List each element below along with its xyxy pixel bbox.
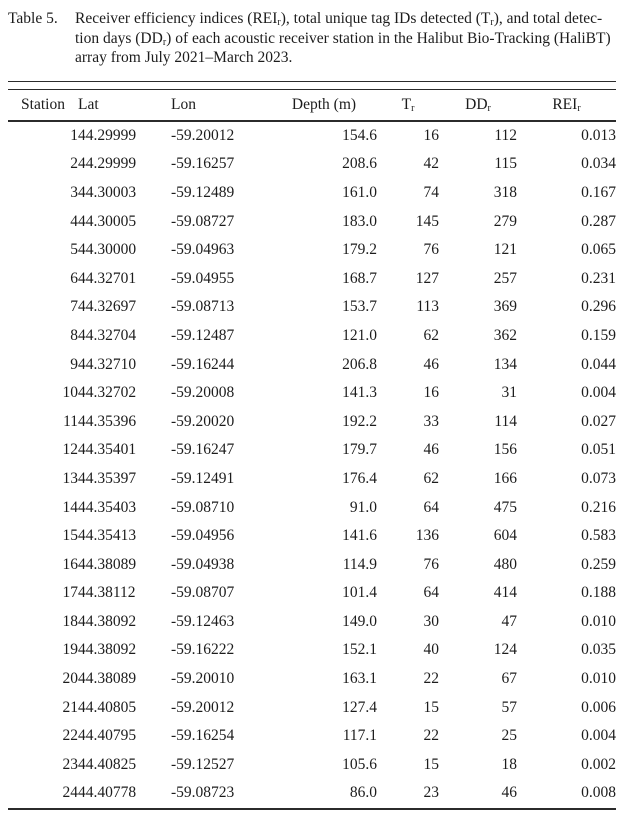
cell-tr: 145: [415, 212, 439, 230]
cell-lat: 44.35413: [78, 527, 137, 545]
cell-ddr: 475: [493, 498, 517, 516]
cell-lat: 44.38092: [78, 612, 137, 630]
cell-lon: -59.12487: [171, 326, 235, 344]
caption-line-3: array from July 2021–March 2023.: [75, 49, 293, 66]
cell-depth: 127.4: [342, 698, 377, 716]
cell-tr: 23: [377, 779, 439, 809]
cell-depth: 163.1: [342, 670, 377, 688]
cell-lon: -59.12491: [171, 469, 235, 487]
cell-lon: -59.04963: [171, 241, 235, 259]
cell-tr: 64: [423, 584, 439, 602]
cell-ddr: 25: [501, 727, 517, 745]
cell-station: 14: [62, 498, 78, 516]
cell-lat: 44.30005: [78, 212, 137, 230]
cell-reir: 0.073: [581, 469, 616, 487]
cell-depth: 176.4: [342, 469, 377, 487]
cell-depth: 192.2: [342, 412, 377, 430]
receiver-station-table: [8, 90, 616, 810]
cell-depth: 179.2: [342, 241, 377, 259]
column-header-reir: $REI_r$: [517, 90, 616, 121]
cell-lon: -59.16247: [171, 441, 235, 459]
cell-reir: 0.010: [581, 670, 616, 688]
cell-station: 24: [8, 779, 78, 809]
cell-lat: 44.32697: [78, 298, 137, 316]
cell-lat: 44.40825: [78, 755, 137, 773]
table-top-double-rule: [8, 81, 616, 90]
column-header-lat: Lat: [78, 90, 171, 121]
table-row: [8, 121, 616, 151]
cell-lon: -59.04955: [171, 269, 235, 287]
cell-lon: -59.04956: [171, 527, 235, 545]
table-caption-text: [75, 9, 616, 68]
cell-depth: 105.6: [342, 755, 377, 773]
cell-lat: 44.29999: [78, 126, 137, 144]
cell-tr: 62: [423, 326, 439, 344]
cell-ddr: 57: [501, 698, 517, 716]
cell-ddr: 124: [493, 641, 517, 659]
cell-lat: 44.35397: [78, 469, 137, 487]
cell-ddr: 121: [493, 241, 517, 259]
table-row: [8, 350, 616, 379]
table-row: [8, 693, 616, 722]
table-row: [8, 779, 616, 809]
cell-reir: 0.065: [581, 241, 616, 259]
cell-depth: 152.1: [342, 641, 377, 659]
cell-reir: 0.231: [581, 269, 616, 287]
table-row: [8, 493, 616, 522]
table-row: [8, 665, 616, 694]
cell-depth: 149.0: [342, 612, 377, 630]
cell-lon: -59.16254: [171, 727, 235, 745]
cell-lon: -59.08727: [171, 212, 235, 230]
cell-station: 18: [62, 612, 78, 630]
cell-lat: 44.38089: [78, 555, 137, 573]
cell-depth: 91.0: [349, 498, 377, 516]
cell-tr: 16: [423, 126, 439, 144]
caption-line-1: Receiver efficiency indices $(REI_r)$, total unique tag IDs detected $(T_r)$, and total detec-: [75, 10, 603, 28]
cell-reir: 0.259: [581, 555, 616, 573]
cell-lon: -59.12463: [171, 612, 235, 630]
cell-tr: 33: [423, 412, 439, 430]
table-row: [8, 407, 616, 436]
column-header-ddr: $DD_r$: [439, 90, 517, 121]
cell-ddr: 112: [494, 126, 517, 144]
cell-ddr: 115: [494, 155, 517, 173]
cell-lon: -59.16244: [171, 355, 235, 373]
cell-lon: -59.20012: [171, 698, 235, 716]
cell-station: 5: [70, 241, 78, 259]
table-row: [8, 436, 616, 465]
cell-lat: 44.38112: [78, 584, 136, 602]
cell-reir: 0.035: [581, 641, 616, 659]
table-row: [8, 550, 616, 579]
cell-depth: 154.6: [342, 126, 377, 144]
cell-lat: 44.40795: [78, 727, 137, 745]
cell-ddr: 279: [493, 212, 517, 230]
cell-tr: 22: [423, 670, 439, 688]
cell-reir: 0.027: [581, 412, 616, 430]
cell-station: 22: [62, 727, 78, 745]
caption-line-2: tion days $(DD_r)$ of each acoustic receiver station in the Halibut Bio-Tracking (HaliBT): [75, 29, 611, 48]
cell-lat: 44.32702: [78, 384, 137, 402]
cell-reir: 0.002: [581, 755, 616, 773]
cell-ddr: 47: [501, 612, 517, 630]
column-header-depth: Depth (m): [271, 90, 377, 121]
cell-lon: -59.08710: [171, 498, 235, 516]
cell-lat: 44.40778: [78, 779, 171, 809]
cell-tr: 16: [423, 384, 439, 402]
cell-station: 11: [63, 412, 78, 430]
cell-lon: -59.16222: [171, 641, 235, 659]
cell-tr: 127: [415, 269, 439, 287]
table-row: [8, 264, 616, 293]
cell-tr: 113: [416, 298, 439, 316]
cell-lon: -59.20012: [171, 126, 235, 144]
cell-depth: 117.1: [342, 727, 377, 745]
cell-station: 10: [62, 384, 78, 402]
cell-station: 15: [62, 527, 78, 545]
table-caption-label: Table 5.: [8, 10, 58, 27]
cell-station: 21: [62, 698, 78, 716]
cell-depth: 141.3: [342, 384, 377, 402]
cell-reir: 0.287: [581, 212, 616, 230]
table-body: [8, 121, 616, 809]
cell-station: 17: [62, 584, 78, 602]
cell-lon: -59.08707: [171, 584, 235, 602]
cell-lon: -59.16257: [171, 155, 235, 173]
cell-ddr: 480: [493, 555, 517, 573]
table-header-row: [8, 90, 616, 121]
cell-station: 7: [70, 298, 78, 316]
cell-lon: -59.20020: [171, 412, 235, 430]
table-row: [8, 465, 616, 494]
cell-station: 12: [62, 441, 78, 459]
cell-depth: 114.9: [342, 555, 377, 573]
cell-tr: 62: [423, 469, 439, 487]
cell-tr: 64: [423, 498, 439, 516]
cell-tr: 30: [423, 612, 439, 630]
table-header: [8, 90, 616, 121]
table-row: [8, 207, 616, 236]
table-row: [8, 379, 616, 408]
cell-lat: 44.32710: [78, 355, 137, 373]
cell-station: 23: [62, 755, 78, 773]
table-row: [8, 293, 616, 322]
cell-ddr: 114: [494, 412, 517, 430]
cell-tr: 136: [415, 527, 439, 545]
cell-station: 16: [62, 555, 78, 573]
cell-reir: 0.216: [581, 498, 616, 516]
cell-reir: 0.010: [581, 612, 616, 630]
cell-reir: 0.013: [581, 126, 616, 144]
cell-station: 6: [70, 269, 78, 287]
cell-tr: 76: [423, 241, 439, 259]
cell-station: 20: [62, 670, 78, 688]
cell-ddr: 156: [493, 441, 517, 459]
cell-ddr: 369: [493, 298, 517, 316]
cell-ddr: 46: [439, 779, 517, 809]
cell-depth: 179.7: [342, 441, 377, 459]
cell-tr: 22: [423, 727, 439, 745]
cell-depth: 153.7: [342, 298, 377, 316]
cell-reir: 0.167: [581, 183, 616, 201]
cell-tr: 46: [423, 441, 439, 459]
column-header-tr: $T_r$: [377, 90, 439, 121]
cell-ddr: 604: [493, 527, 517, 545]
cell-lon: -59.20008: [171, 384, 235, 402]
cell-tr: 74: [423, 183, 439, 201]
cell-ddr: 31: [501, 384, 517, 402]
cell-reir: 0.044: [581, 355, 616, 373]
cell-lat: 44.35396: [78, 412, 137, 430]
cell-lon: -59.08713: [171, 298, 235, 316]
cell-ddr: 414: [493, 584, 517, 602]
cell-depth: 101.4: [342, 584, 377, 602]
cell-station: 9: [70, 355, 78, 373]
table-caption: [8, 9, 616, 68]
cell-station: 19: [62, 641, 78, 659]
cell-reir: 0.006: [581, 698, 616, 716]
cell-depth: 183.0: [342, 212, 377, 230]
cell-ddr: 134: [493, 355, 517, 373]
cell-tr: 46: [423, 355, 439, 373]
cell-ddr: 318: [493, 183, 517, 201]
cell-tr: 15: [423, 698, 439, 716]
cell-lon: -59.12527: [171, 755, 235, 773]
cell-depth: 86.0: [271, 779, 377, 809]
cell-lon: -59.12489: [171, 183, 235, 201]
cell-lon: -59.04938: [171, 555, 235, 573]
cell-station: 13: [62, 469, 78, 487]
cell-lat: 44.38089: [78, 670, 137, 688]
cell-station: 4: [70, 212, 78, 230]
cell-reir: 0.051: [581, 441, 616, 459]
cell-reir: 0.188: [581, 584, 616, 602]
table-row: [8, 236, 616, 265]
cell-depth: 168.7: [342, 269, 377, 287]
cell-station: 8: [70, 326, 78, 344]
table-row: [8, 636, 616, 665]
column-header-lon: Lon: [171, 90, 271, 121]
cell-lon: -59.20010: [171, 670, 235, 688]
cell-depth: 141.6: [342, 527, 377, 545]
cell-ddr: 362: [493, 326, 517, 344]
table-row: [8, 322, 616, 351]
cell-ddr: 67: [501, 670, 517, 688]
column-header-station: Station: [8, 90, 78, 121]
cell-ddr: 166: [493, 469, 517, 487]
cell-depth: 206.8: [342, 355, 377, 373]
cell-tr: 42: [423, 155, 439, 173]
cell-station: 1: [70, 126, 78, 144]
cell-tr: 15: [423, 755, 439, 773]
cell-lat: 44.30003: [78, 183, 137, 201]
cell-lat: 44.29999: [78, 155, 137, 173]
table-row: [8, 751, 616, 780]
table-row: [8, 522, 616, 551]
cell-reir: 0.004: [581, 727, 616, 745]
table-row: [8, 722, 616, 751]
cell-reir: 0.296: [581, 298, 616, 316]
cell-reir: 0.583: [581, 527, 616, 545]
table-row: [8, 608, 616, 637]
cell-reir: 0.008: [517, 779, 616, 809]
cell-tr: 76: [423, 555, 439, 573]
cell-reir: 0.159: [581, 326, 616, 344]
cell-lat: 44.35403: [78, 498, 137, 516]
cell-station: 3: [70, 183, 78, 201]
cell-lat: 44.38092: [78, 641, 137, 659]
cell-depth: 161.0: [342, 183, 377, 201]
table-row: [8, 150, 616, 179]
cell-lat: 44.40805: [78, 698, 137, 716]
cell-depth: 208.6: [342, 155, 377, 173]
cell-reir: 0.004: [581, 384, 616, 402]
cell-tr: 40: [423, 641, 439, 659]
cell-lon: -59.08723: [171, 779, 271, 809]
table-row: [8, 179, 616, 208]
cell-reir: 0.034: [581, 155, 616, 173]
cell-lat: 44.35401: [78, 441, 137, 459]
cell-lat: 44.32701: [78, 269, 137, 287]
cell-ddr: 18: [501, 755, 517, 773]
cell-lat: 44.32704: [78, 326, 137, 344]
table-row: [8, 579, 616, 608]
cell-ddr: 257: [493, 269, 517, 287]
cell-station: 2: [70, 155, 78, 173]
cell-lat: 44.30000: [78, 241, 137, 259]
cell-depth: 121.0: [342, 326, 377, 344]
